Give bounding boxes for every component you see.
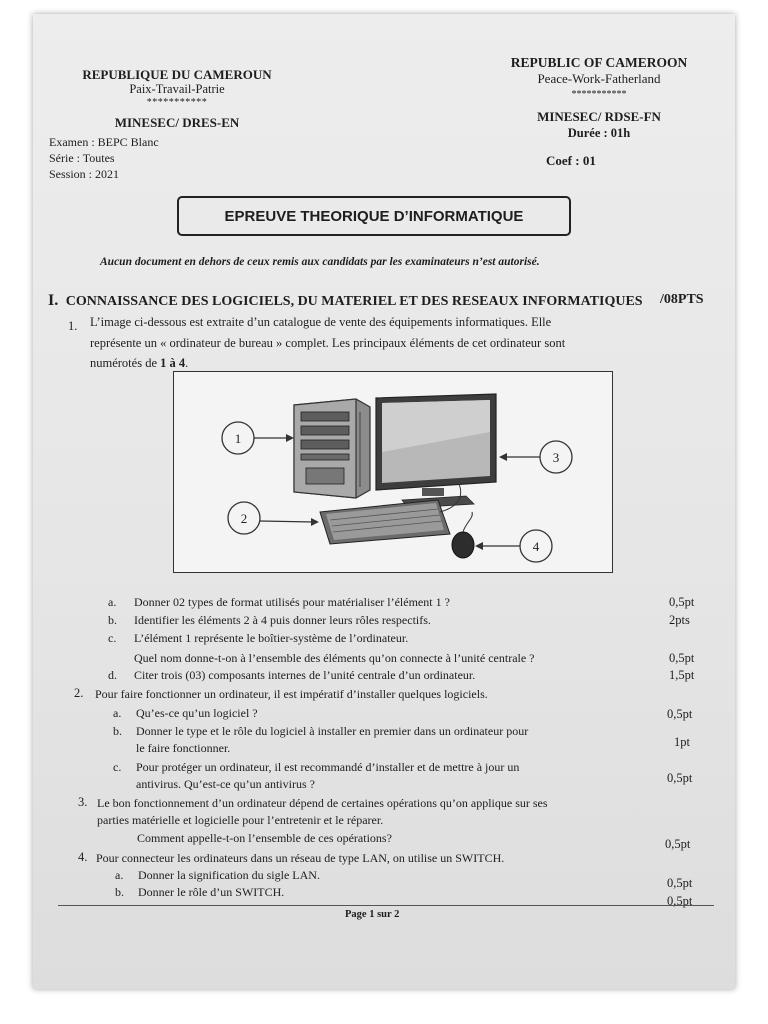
coefficient: Coef : 01: [546, 153, 596, 168]
points-value: 0,5pt: [669, 595, 695, 609]
sub-letter: a.: [113, 706, 122, 720]
question-number: 2.: [74, 686, 84, 700]
country-fr: REPUBLIQUE DU CAMEROUN: [82, 67, 272, 82]
points-value: 0,5pt: [667, 707, 693, 721]
sub-question-text: Citer trois (03) composants internes de l’unité centrale d’un ordinateur.: [134, 668, 476, 682]
question-2-text: Pour faire fonctionner un ordinateur, il est impératif d’installer quelques logiciels.: [95, 687, 488, 701]
header-left: [60, 68, 294, 130]
question-number: 3.: [78, 795, 88, 809]
exam-type: Examen : BEPC Blanc: [49, 135, 159, 149]
computer-figure: [173, 371, 613, 573]
sub-letter: b.: [108, 613, 117, 627]
sub-question-text: antivirus. Qu’est-ce qu’un antivirus ?: [136, 777, 315, 791]
points-value: 1,5pt: [669, 668, 695, 682]
question-number: 1.: [68, 319, 78, 333]
points-value: 0,5pt: [667, 876, 693, 890]
section-heading: [48, 292, 704, 310]
label-2-text: 2: [240, 511, 248, 526]
sub-question-text: Donner le type et le rôle du logiciel à installer en premier dans un ordinateur pour: [136, 724, 529, 738]
footer-divider: [58, 905, 714, 906]
sub-letter: b.: [113, 724, 122, 738]
question-1-text: [90, 312, 718, 372]
label-4-text: 4: [532, 539, 540, 554]
system-unit-icon: [294, 399, 370, 498]
label-1-text: 1: [234, 431, 242, 446]
page-footer: Page 1 sur 2: [345, 909, 400, 920]
label-2-callout: [228, 502, 319, 534]
motto-en: Peace-Work-Fatherland: [537, 71, 661, 86]
text-span: .: [185, 356, 189, 370]
notice-text: Aucun document en dehors de ceux remis aux candidats par les examinateurs n’est autorisé.: [100, 256, 540, 268]
section-number: I.: [48, 292, 59, 309]
sub-letter: a.: [108, 595, 117, 609]
desktop-computer-illustration: [174, 372, 612, 572]
question-3-text: Le bon fonctionnement d’un ordinateur dépend de certaines opérations qu’on applique sur ses: [97, 796, 548, 810]
question-1-line: [90, 354, 718, 372]
header-right: [480, 55, 718, 141]
monitor-icon: [376, 394, 496, 508]
motto-fr: Paix-Travail-Patrie: [129, 82, 225, 96]
label-3-text: 3: [552, 450, 560, 465]
sub-question-text: le faire fonctionner.: [136, 741, 231, 755]
question-number: 4.: [78, 850, 88, 864]
question-1-line: représente un « ordinateur de bureau » complet. Les principaux éléments de cet ordinateur sont: [90, 336, 566, 350]
sub-letter: a.: [115, 868, 124, 882]
keyboard-icon: [320, 500, 450, 544]
sub-question-text: Donner 02 types de format utilisés pour matérialiser l’élément 1 ?: [134, 595, 450, 609]
ministry-en: MINESEC/ RDSE-FN: [537, 109, 661, 124]
sub-question-text: Pour protéger un ordinateur, il est recommandé d’installer et de mettre à jour un: [136, 760, 520, 774]
stars-separator: ***********: [571, 89, 627, 100]
sub-letter: c.: [108, 631, 117, 645]
question-3-text: Comment appelle-t-on l’ensemble de ces opérations?: [137, 831, 392, 845]
points-value: 0,5pt: [667, 771, 693, 785]
exam-duration: Durée : 01h: [567, 126, 631, 140]
points-value: 2pts: [669, 613, 690, 627]
sub-question-text: Donner la signification du sigle LAN.: [138, 868, 320, 882]
points-value: 0,5pt: [665, 837, 691, 851]
section-points: /08PTS: [660, 292, 704, 307]
exam-session: Session : 2021: [49, 167, 120, 181]
question-1-line: L’image ci-dessous est extraite d’un catalogue de vente des équipements informatiques. Elle: [90, 315, 552, 329]
element-range: 1 à 4: [160, 356, 186, 370]
sub-question-text: Identifier les éléments 2 à 4 puis donner leurs rôles respectifs.: [134, 613, 431, 627]
exam-meta: [49, 134, 159, 182]
label-4-callout: [475, 530, 552, 562]
points-value: 0,5pt: [669, 651, 695, 665]
country-en: REPUBLIC OF CAMEROON: [510, 55, 688, 70]
sub-question-text: Quel nom donne-t-on à l’ensemble des éléments qu’on connecte à l’unité centrale ?: [134, 651, 535, 665]
text-span: numérotés de: [90, 356, 161, 370]
sub-letter: c.: [113, 760, 122, 774]
stars-separator: ***********: [146, 97, 208, 108]
sub-question-text: Qu’es-ce qu’un logiciel ?: [136, 706, 258, 720]
exam-title: EPREUVE THEORIQUE D’INFORMATIQUE: [177, 196, 571, 236]
points-value: 0,5pt: [667, 894, 693, 908]
sub-question-text: Donner le rôle d’un SWITCH.: [138, 885, 285, 899]
points-value: 1pt: [674, 735, 690, 749]
section-title: CONNAISSANCE DES LOGICIELS, DU MATERIEL ET DES RESEAUX INFORMATIQUES: [65, 294, 643, 309]
label-3-callout: [499, 441, 572, 473]
exam-series: Série : Toutes: [49, 151, 115, 165]
label-1-callout: [222, 422, 294, 454]
sub-letter: b.: [115, 885, 124, 899]
sub-letter: d.: [108, 668, 117, 682]
ministry-fr: MINESEC/ DRES-EN: [114, 115, 240, 130]
question-3-text: parties matérielle et logicielle pour l’entretenir et le réparer.: [97, 813, 384, 827]
sub-question-text: L’élément 1 représente le boîtier-système de l’ordinateur.: [134, 631, 409, 645]
question-4-text: Pour connecteur les ordinateurs dans un réseau de type LAN, on utilise un SWITCH.: [96, 851, 505, 865]
